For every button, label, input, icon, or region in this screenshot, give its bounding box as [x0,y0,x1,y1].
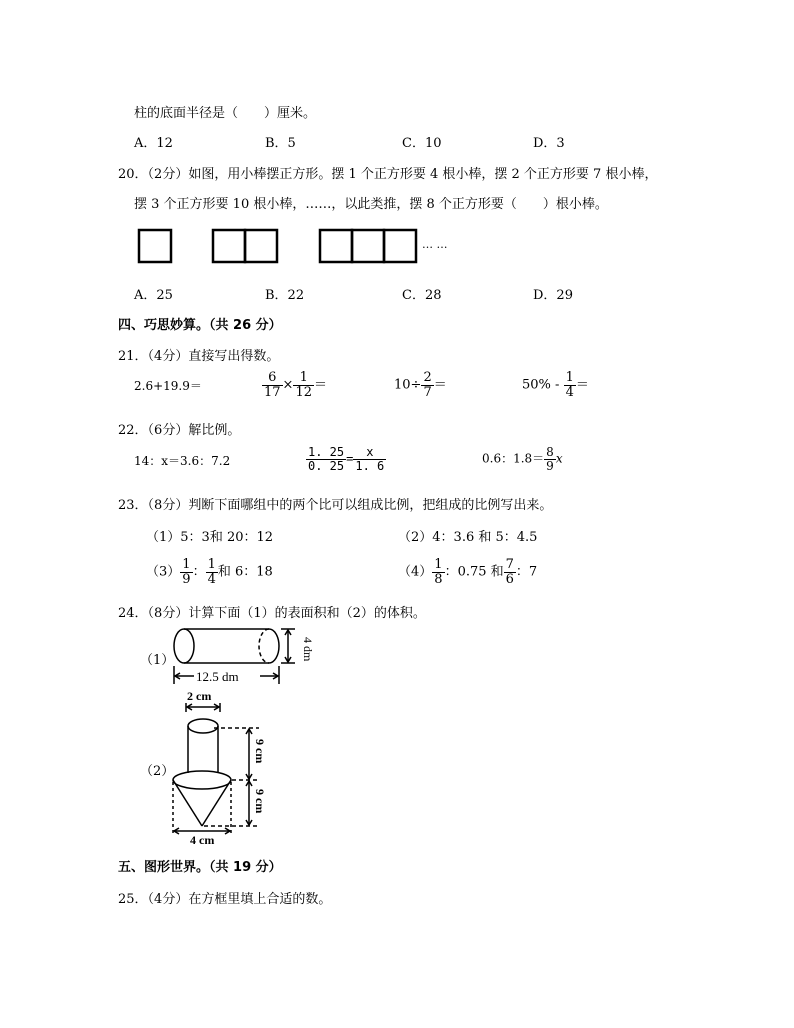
square-group-3-a [320,230,352,262]
fig1-label: （1） [140,653,175,668]
q19-option-d: D．3 [533,136,565,151]
fig2-cyl-height-label: 9 cm [253,739,267,764]
fig2-base-label: 4 cm [190,833,215,847]
q23-item-3: （3） $\frac{1}{9}$ ： $\frac{1}{4}$ 和 6：18 [146,557,273,587]
q20-option-a: A．25 [134,288,173,303]
q23-item-2: （2）4：3.6 和 5：4.5 [398,530,538,545]
q20-stem-line1: 20．（2分）如图，用小棒摆正方形。摆 1 个正方形要 4 根小棒，摆 2 个正方形要 7 根小棒， [118,167,658,182]
stick-squares-figure [134,226,464,268]
fig2-label: （2） [140,764,175,779]
q24-stem: 24．（8分）计算下面（1）的表面积和（2）的体积。 [118,606,426,621]
q21-expr-1: 2.6+19.9＝ [134,379,202,393]
q21-stem: 21．（4分）直接写出得数。 [118,349,280,364]
q19-tail: 柱的底面半径是（ ）厘米。 [134,106,317,121]
q19-option-c: C．10 [402,136,442,151]
q21-expr-3: 10÷ $\frac{2}{7}$ ＝ [394,370,447,400]
q20-option-b: B．22 [265,288,305,303]
cylinder-figure [165,622,315,690]
q23-item-4: （4） $\frac{1}{8}$ ：0.75 和 $\frac{7}{6}$ ：7 [398,557,538,587]
square-group-2-b [245,230,277,262]
fig2-cone-height-label: 9 cm [253,789,267,814]
q22-proportion-2: $\frac{1. 25}{0. 25}$ = $\frac{x}{1. 6}$ [308,445,385,473]
q21-expr-4: 50% - $\frac{1}{4}$ ＝ [522,370,589,400]
q20-option-c: C．28 [402,288,442,303]
square-group-3-c [384,230,416,262]
q19-option-a: A．12 [134,136,173,151]
fig1-length-label: 12.5 dm [196,669,239,684]
q19-option-b: B．5 [265,136,296,151]
q20-ellipsis: … … [422,238,448,251]
cylinder-cone-figure [165,686,275,848]
q22-proportion-1: 14：x＝3.6：7.2 [134,454,231,468]
fig2-top-label: 2 cm [187,689,212,703]
section-5-title: 五、图形世界。（共 19 分） [118,860,282,875]
q23-item-1: （1）5：3和 20：12 [146,530,274,545]
square-group-2-a [213,230,245,262]
q22-proportion-3: 0.6：1.8＝ $\frac{8}{9}$ x [482,445,563,473]
square-group-3-b [352,230,384,262]
q20-option-d: D．29 [533,288,573,303]
q20-stem-line2: 摆 3 个正方形要 10 根小棒，……，以此类推，摆 8 个正方形要（ ）根小棒。 [134,197,608,212]
q22-stem: 22．（6分）解比例。 [118,423,241,438]
square-group-1 [139,230,171,262]
q21-expr-2: $\frac{6}{17}$ × $\frac{1}{12}$ ＝ [264,370,328,400]
section-4-title: 四、巧思妙算。（共 26 分） [118,318,282,333]
q23-stem: 23．（8分）判断下面哪组中的两个比可以组成比例，把组成的比例写出来。 [118,498,553,513]
q25-stem: 25．（4分）在方框里填上合适的数。 [118,892,332,907]
fig1-height-label: 4 dm [301,637,315,662]
